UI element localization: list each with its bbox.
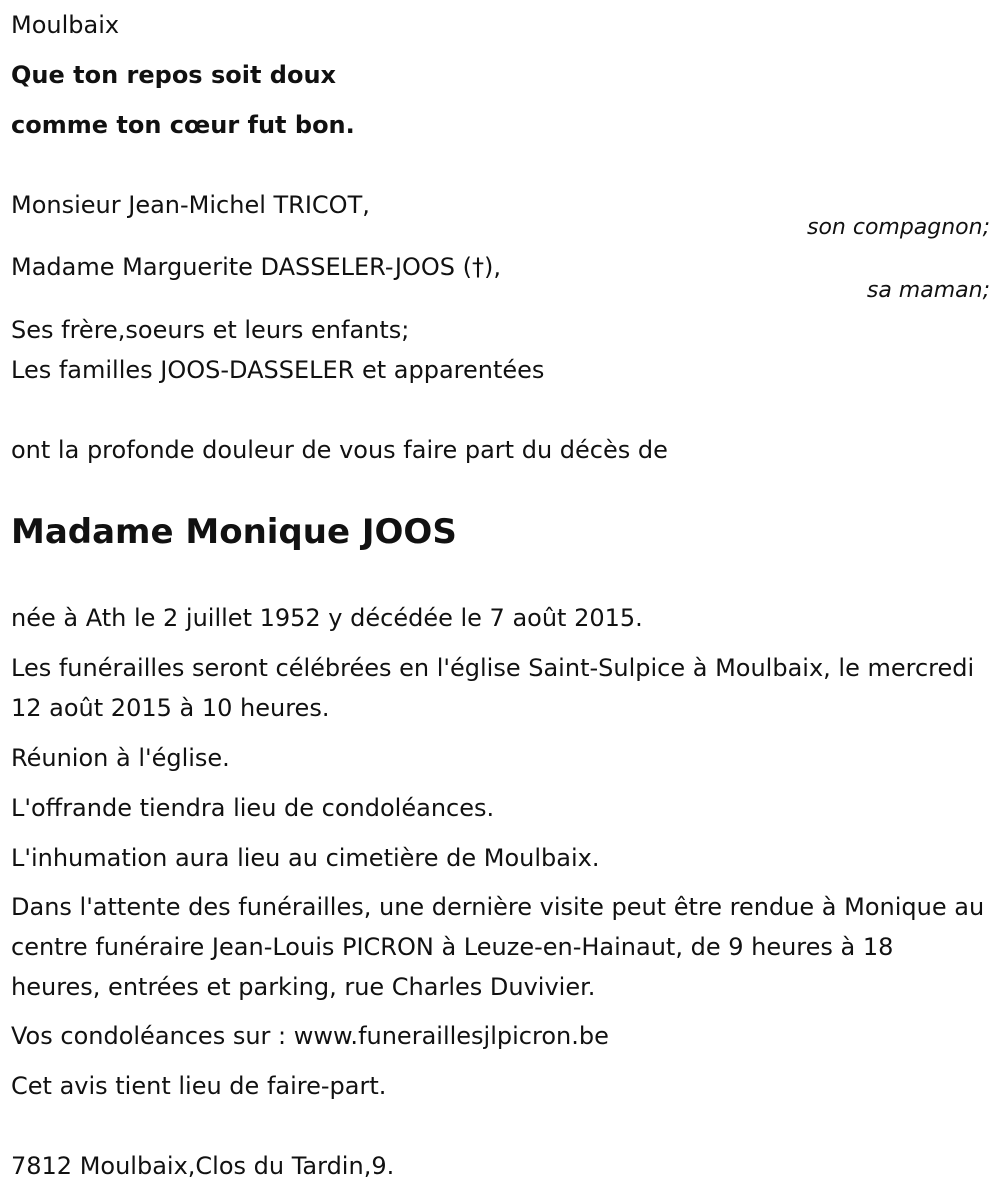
- notice-text: Cet avis tient lieu de faire-part.: [11, 1072, 387, 1100]
- mother-relation: sa maman;: [866, 278, 990, 303]
- meeting-text: Réunion à l'église.: [11, 744, 230, 772]
- verse-line-1: Que ton repos soit doux: [11, 61, 337, 89]
- announcement-text: ont la profonde douleur de vous faire part du décès de: [11, 436, 668, 464]
- companion-relation: son compagnon;: [806, 215, 990, 240]
- funeral-text: Les funérailles seront célébrées en l'église Saint-Sulpice à Moulbaix, le mercredi 12 août 2015 à 10 heures.: [11, 654, 975, 722]
- place-heading: Moulbaix: [11, 11, 120, 39]
- companion-name: Monsieur Jean-Michel TRICOT,: [11, 191, 370, 219]
- offering-text: L'offrande tiendra lieu de condoléances.: [11, 794, 495, 822]
- siblings-line: Ses frère,soeurs et leurs enfants;: [11, 316, 410, 344]
- families-line: Les familles JOOS-DASSELER et apparentées: [11, 356, 545, 384]
- mother-name: Madame Marguerite DASSELER-JOOS (†),: [11, 253, 501, 281]
- visit-text: Dans l'attente des funérailles, une dernière visite peut être rendue à Monique au centre funéraire Jean-Louis PICRON à Leuze-en-Hainaut, de 9 heures à 18 heures, entrées et parking, rue Charles Duvivier.: [11, 893, 985, 1001]
- condolences-text: Vos condoléances sur : www.funeraillesjlpicron.be: [11, 1022, 609, 1050]
- birth-death-text: née à Ath le 2 juillet 1952 y décédée le 7 août 2015.: [11, 604, 643, 632]
- verse-line-2: comme ton cœur fut bon.: [11, 111, 355, 139]
- deceased-name: Madame Monique JOOS: [11, 512, 457, 552]
- burial-text: L'inhumation aura lieu au cimetière de Moulbaix.: [11, 844, 600, 872]
- address-text: 7812 Moulbaix,Clos du Tardin,9.: [11, 1152, 395, 1180]
